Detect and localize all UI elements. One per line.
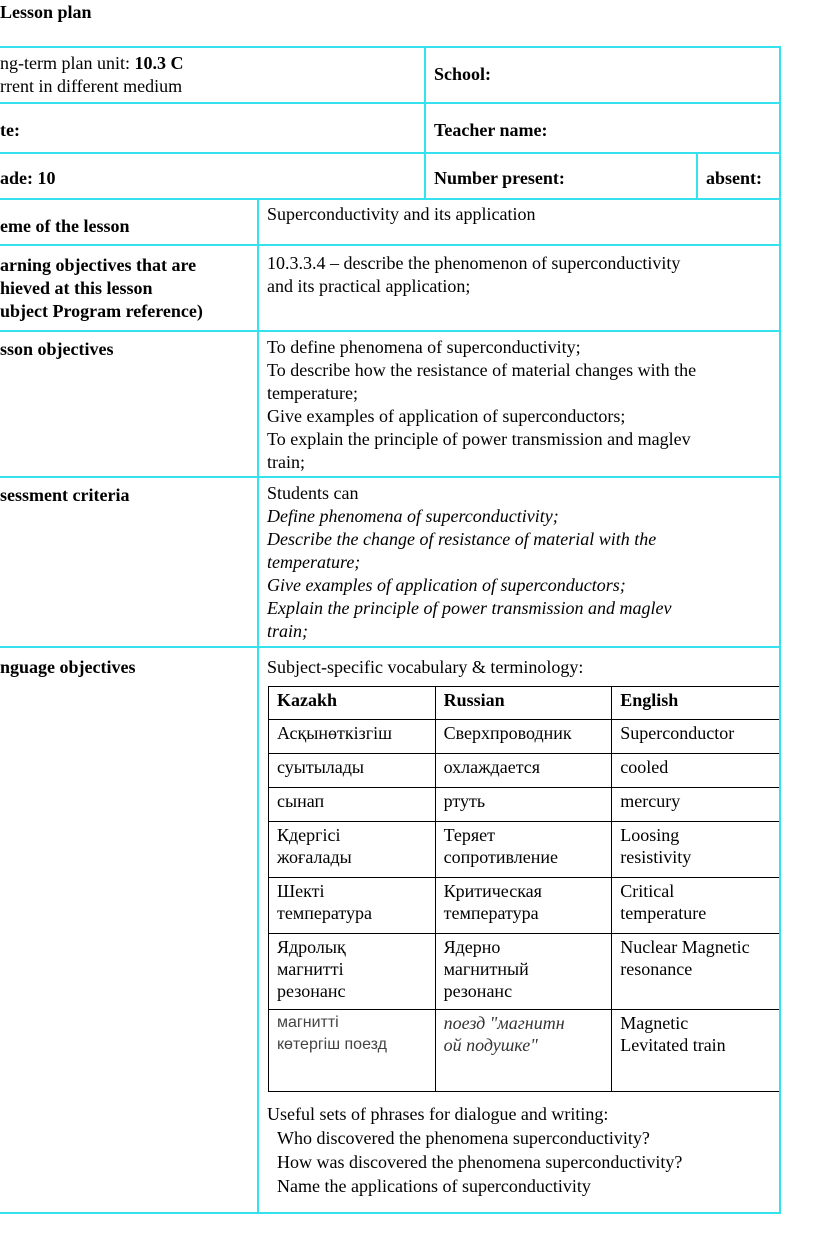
phrases-block bbox=[267, 1102, 682, 1198]
theme-label-cell bbox=[0, 198, 259, 246]
absent-label: absent: bbox=[706, 168, 763, 188]
vocab-cell-line: Критическая bbox=[443, 881, 542, 901]
assessment-cell bbox=[257, 476, 781, 648]
date-label: te: bbox=[0, 120, 20, 140]
unit-line bbox=[0, 52, 424, 75]
vocab-cell-line: Кдергісі bbox=[277, 825, 341, 845]
lesson-objective-line: train; bbox=[267, 452, 305, 472]
language-cell bbox=[257, 646, 781, 1214]
lesson-objective-line: To explain the principle of power transmission and maglev bbox=[267, 429, 691, 449]
lesson-objective-line: To describe how the resistance of material changes with the bbox=[267, 360, 697, 380]
vocab-cell-line: resonance bbox=[620, 959, 693, 979]
page-title: Lesson plan bbox=[0, 2, 92, 22]
vocab-cell bbox=[269, 934, 436, 1010]
vocab-cell-line: магниттi bbox=[277, 959, 344, 979]
vocab-cell: Superconductor bbox=[612, 720, 781, 754]
assessment-label-cell bbox=[0, 476, 259, 648]
theme-value: Superconductivity and its application bbox=[267, 204, 536, 224]
vocab-cell: суытылады bbox=[269, 754, 436, 788]
language-label: nguage objectives bbox=[0, 657, 136, 677]
vocab-row bbox=[269, 934, 781, 1010]
vocab-cell-line: жоғалады bbox=[277, 847, 352, 867]
lesson-objective-line: To define phenomena of superconductivity; bbox=[267, 337, 581, 357]
vocab-row bbox=[269, 720, 781, 754]
vocab-row bbox=[269, 754, 781, 788]
phrase-line: Who discovered the phenomena superconductivity? bbox=[277, 1128, 650, 1148]
assessment-line: Give examples of application of superconductors; bbox=[267, 575, 626, 595]
vocab-cell-line: Ядролық bbox=[277, 937, 346, 957]
absent-cell bbox=[696, 152, 781, 200]
school-cell bbox=[424, 46, 781, 104]
vocab-row bbox=[269, 788, 781, 822]
unit-topic: rrent in different medium bbox=[0, 76, 183, 96]
vocab-cell-line: температура bbox=[277, 903, 373, 923]
grade-label: ade: 10 bbox=[0, 168, 56, 188]
lesson-objectives-label: sson objectives bbox=[0, 339, 114, 359]
assessment-line: temperature; bbox=[267, 552, 361, 572]
unit-label: ng-term plan unit: bbox=[0, 53, 135, 73]
lesson-objective-line: temperature; bbox=[267, 383, 358, 403]
lesson-objectives-cell bbox=[257, 330, 781, 478]
theme-label: eme of the lesson bbox=[0, 216, 130, 236]
vocab-cell: сынап bbox=[269, 788, 436, 822]
vocab-cell bbox=[435, 822, 612, 878]
vocab-header-row bbox=[269, 687, 781, 720]
language-label-cell bbox=[0, 646, 259, 1214]
vocab-cell-line: ой подушке" bbox=[443, 1035, 538, 1055]
vocab-header-russian: Russian bbox=[435, 687, 612, 720]
vocab-cell-line: поезд "магнитн bbox=[443, 1013, 565, 1033]
vocab-cell-line: көтергіш поезд bbox=[277, 1036, 387, 1053]
phrases-title: Useful sets of phrases for dialogue and writing: bbox=[267, 1104, 609, 1124]
vocab-cell bbox=[269, 878, 436, 934]
lesson-objective-line: Give examples of application of superconductors; bbox=[267, 406, 626, 426]
learning-label-cell bbox=[0, 244, 259, 332]
vocab-cell bbox=[612, 1010, 781, 1092]
vocab-cell: охлаждается bbox=[435, 754, 612, 788]
vocab-header-english: English bbox=[612, 687, 781, 720]
vocab-cell-line: Nuclear Magnetic bbox=[620, 937, 750, 957]
vocab-cell-line: Magnetic bbox=[620, 1013, 689, 1033]
vocab-cell-line: магнитный bbox=[443, 959, 529, 979]
learning-value-line: and its practical application; bbox=[267, 276, 471, 296]
assessment-line: Describe the change of resistance of material with the bbox=[267, 529, 657, 549]
theme-value-cell bbox=[257, 198, 781, 246]
assessment-line: train; bbox=[267, 621, 309, 641]
vocab-cell-line: Loosing bbox=[620, 825, 680, 845]
vocab-cell bbox=[435, 934, 612, 1010]
date-cell bbox=[0, 102, 426, 154]
assessment-line: Explain the principle of power transmission and maglev bbox=[267, 598, 672, 618]
present-label: Number present: bbox=[434, 168, 565, 188]
grade-cell bbox=[0, 152, 426, 200]
teacher-cell bbox=[424, 102, 781, 154]
vocab-cell bbox=[269, 822, 436, 878]
vocab-cell-line: резонанс bbox=[277, 981, 346, 1001]
vocab-row bbox=[269, 878, 781, 934]
vocab-cell-line: Теряет bbox=[443, 825, 496, 845]
vocab-header-kazakh: Kazakh bbox=[269, 687, 436, 720]
vocab-cell bbox=[612, 878, 781, 934]
vocab-cell: mercury bbox=[612, 788, 781, 822]
vocab-cell bbox=[612, 934, 781, 1010]
vocab-cell-line: температура bbox=[443, 903, 539, 923]
vocab-cell: Асқынөткізгіш bbox=[269, 720, 436, 754]
vocab-cell bbox=[435, 1010, 612, 1092]
present-cell bbox=[424, 152, 698, 200]
vocab-cell-line: сопротивление bbox=[443, 847, 558, 867]
vocab-row bbox=[269, 822, 781, 878]
lesson-objectives-label-cell bbox=[0, 330, 259, 478]
phrase-line: How was discovered the phenomena superconductivity? bbox=[277, 1152, 683, 1172]
vocab-cell bbox=[269, 1010, 436, 1092]
vocab-table bbox=[268, 686, 781, 1092]
vocab-cell: cooled bbox=[612, 754, 781, 788]
vocab-cell-line: резонанс bbox=[443, 981, 513, 1001]
phrase-line: Name the applications of superconductivity bbox=[277, 1176, 591, 1196]
vocab-cell: Сверхпроводник bbox=[435, 720, 612, 754]
vocab-cell bbox=[435, 878, 612, 934]
vocab-cell bbox=[612, 822, 781, 878]
unit-cell bbox=[0, 46, 426, 104]
learning-label-line: hieved at this lesson bbox=[0, 278, 153, 298]
learning-value-cell bbox=[257, 244, 781, 332]
learning-label-line: ubject Program reference) bbox=[0, 301, 203, 321]
vocab-cell-line: Ядерно bbox=[443, 937, 501, 957]
assessment-line: Define phenomena of superconductivity; bbox=[267, 506, 559, 526]
school-label: School: bbox=[434, 64, 492, 84]
vocab-cell-line: temperature bbox=[620, 903, 707, 923]
teacher-label: Teacher name: bbox=[434, 120, 548, 140]
vocab-cell-line: resistivity bbox=[620, 847, 692, 867]
assessment-label: sessment criteria bbox=[0, 485, 130, 505]
vocab-cell: ртуть bbox=[435, 788, 612, 822]
vocab-title: Subject-specific vocabulary & terminology: bbox=[267, 657, 584, 677]
unit-code: 10.3 C bbox=[134, 53, 184, 73]
vocab-cell-line: Шекті bbox=[277, 881, 325, 901]
vocab-row bbox=[269, 1010, 781, 1092]
assessment-intro: Students can bbox=[267, 483, 359, 503]
vocab-cell-line: магнитті bbox=[277, 1014, 339, 1031]
learning-label-line: arning objectives that are bbox=[0, 255, 197, 275]
vocab-cell-line: Levitated train bbox=[620, 1035, 726, 1055]
vocab-cell-line: Critical bbox=[620, 881, 675, 901]
learning-value-line: 10.3.3.4 – describe the phenomenon of superconductivity bbox=[267, 253, 681, 273]
